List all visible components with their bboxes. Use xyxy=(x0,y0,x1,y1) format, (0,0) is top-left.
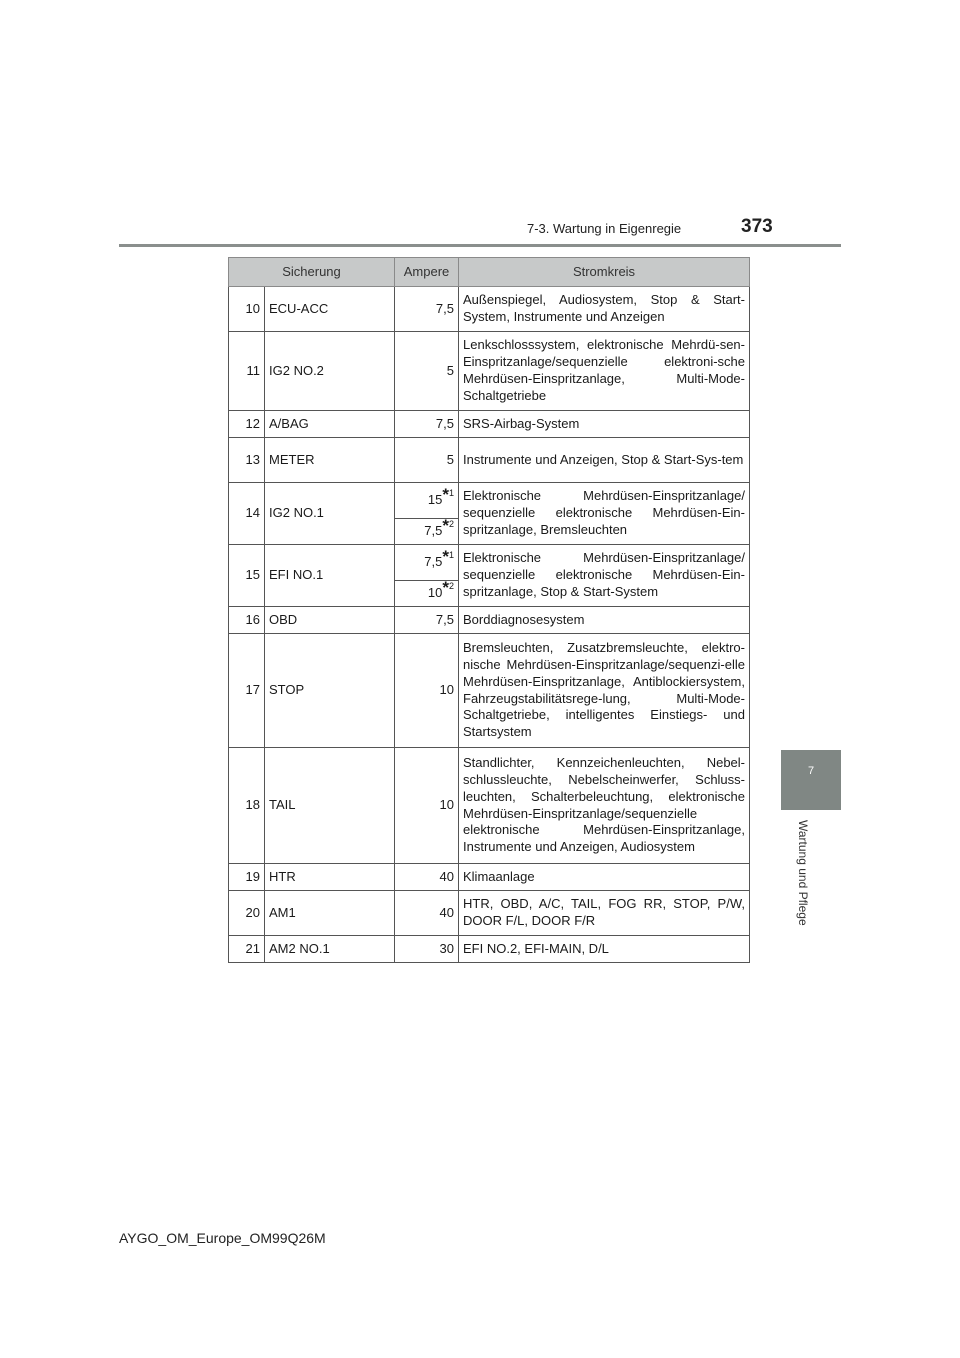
table-row xyxy=(229,607,750,634)
fuse-name: ECU-ACC xyxy=(265,287,395,332)
fuse-name: OBD xyxy=(265,607,395,634)
fuse-number: 16 xyxy=(229,607,265,634)
fuse-name: EFI NO.1 xyxy=(265,545,395,607)
header-ampere: Ampere xyxy=(395,258,459,287)
fuse-ampere: 7,5 xyxy=(395,607,459,634)
fuse-name: METER xyxy=(265,438,395,483)
table-row xyxy=(229,411,750,438)
fuse-number: 19 xyxy=(229,864,265,891)
table-row xyxy=(229,891,750,936)
fuse-name: STOP xyxy=(265,634,395,748)
fuse-circuit: Instrumente und Anzeigen, Stop & Start-Sys-tem xyxy=(459,438,750,483)
fuse-name: TAIL xyxy=(265,748,395,864)
header-circuit: Stromkreis xyxy=(459,258,750,287)
fuse-ampere: 7,5 xyxy=(395,411,459,438)
table-row xyxy=(229,287,750,332)
fuse-number: 11 xyxy=(229,332,265,411)
header-fuse: Sicherung xyxy=(229,258,395,287)
fuse-ampere: 7,5 xyxy=(395,287,459,332)
fuse-ampere: 7,5$^{*1}$ xyxy=(395,545,459,581)
asterisk-icon: * xyxy=(442,547,449,567)
header-divider xyxy=(119,244,841,247)
page-number: 373 xyxy=(741,216,773,237)
asterisk-icon: * xyxy=(442,516,449,536)
fuse-ampere: 10$^{*2}$ xyxy=(395,581,459,607)
table-row xyxy=(229,332,750,411)
fuse-name: IG2 NO.2 xyxy=(265,332,395,411)
fuse-ampere: 10 xyxy=(395,634,459,748)
fuse-number: 12 xyxy=(229,411,265,438)
fuse-circuit: Elektronische Mehrdüsen-Einspritzanlage/ sequenzielle elektronische Mehrdüsen-Ein-spritzanlage, Stop & Start-System xyxy=(459,545,750,607)
fuse-ampere: 40 xyxy=(395,864,459,891)
fuse-ampere: 7,5$^{*2}$ xyxy=(395,519,459,545)
fuse-number: 18 xyxy=(229,748,265,864)
fuse-table xyxy=(228,257,750,963)
table-row xyxy=(229,483,750,519)
fuse-number: 21 xyxy=(229,936,265,963)
fuse-ampere: 15$^{*1}$ xyxy=(395,483,459,519)
chapter-label: Wartung und Pflege xyxy=(796,820,810,926)
table-header-row xyxy=(229,258,750,287)
fuse-circuit: Klimaanlage xyxy=(459,864,750,891)
fuse-ampere: 30 xyxy=(395,936,459,963)
fuse-name: IG2 NO.1 xyxy=(265,483,395,545)
fuse-circuit: Elektronische Mehrdüsen-Einspritzanlage/ sequenzielle elektronische Mehrdüsen-Ein-spritzanlage, Bremsleuchten xyxy=(459,483,750,545)
fuse-name: AM1 xyxy=(265,891,395,936)
table-row xyxy=(229,748,750,864)
fuse-name: AM2 NO.1 xyxy=(265,936,395,963)
fuse-circuit: Außenspiegel, Audiosystem, Stop & Start-System, Instrumente und Anzeigen xyxy=(459,287,750,332)
fuse-number: 10 xyxy=(229,287,265,332)
fuse-circuit: Standlichter, Kennzeichenleuchten, Nebel-schlussleuchte, Nebelscheinwerfer, Schluss-leuchten, Schalterbeleuchtung, elektronische Mehrdüsen-Einspritzanlage/sequenzielle elektronische Mehrdüsen-Einspritzanlage, Instrumente und Anzeigen, Audiosystem xyxy=(459,748,750,864)
table-row xyxy=(229,634,750,748)
chapter-number: 7 xyxy=(807,765,815,777)
fuse-number: 20 xyxy=(229,891,265,936)
fuse-circuit: Bremsleuchten, Zusatzbremsleuchte, elektro-nische Mehrdüsen-Einspritzanlage/sequenzi-elle Mehrdüsen-Einspritzanlage, Antiblockiersystem, Fahrzeugstabilitätsrege-lung, Multi-Mode-Schaltgetriebe, intelligentes Einstiegs- und Startsystem xyxy=(459,634,750,748)
fuse-circuit: HTR, OBD, A/C, TAIL, FOG RR, STOP, P/W, DOOR F/L, DOOR F/R xyxy=(459,891,750,936)
fuse-circuit: EFI NO.2, EFI-MAIN, D/L xyxy=(459,936,750,963)
chapter-tab xyxy=(781,750,841,810)
fuse-circuit: Lenkschlosssystem, elektronische Mehrdü-sen-Einspritzanlage/sequenzielle elektroni-sche Mehrdüsen-Einspritzanlage, Multi-Mode-Schaltgetriebe xyxy=(459,332,750,411)
table-row xyxy=(229,864,750,891)
fuse-number: 13 xyxy=(229,438,265,483)
fuse-ampere: 10 xyxy=(395,748,459,864)
fuse-circuit: Borddiagnosesystem xyxy=(459,607,750,634)
fuse-number: 14 xyxy=(229,483,265,545)
document-footer: AYGO_OM_Europe_OM99Q26M xyxy=(119,1230,326,1246)
fuse-name: A/BAG xyxy=(265,411,395,438)
table-row xyxy=(229,438,750,483)
fuse-ampere: 40 xyxy=(395,891,459,936)
section-title: 7-3. Wartung in Eigenregie xyxy=(527,221,682,236)
table-row xyxy=(229,545,750,581)
fuse-circuit: SRS-Airbag-System xyxy=(459,411,750,438)
fuse-ampere: 5 xyxy=(395,332,459,411)
fuse-name: HTR xyxy=(265,864,395,891)
asterisk-icon: * xyxy=(442,485,449,505)
asterisk-icon: * xyxy=(442,578,449,598)
fuse-number: 17 xyxy=(229,634,265,748)
fuse-ampere: 5 xyxy=(395,438,459,483)
fuse-number: 15 xyxy=(229,545,265,607)
table-row xyxy=(229,936,750,963)
